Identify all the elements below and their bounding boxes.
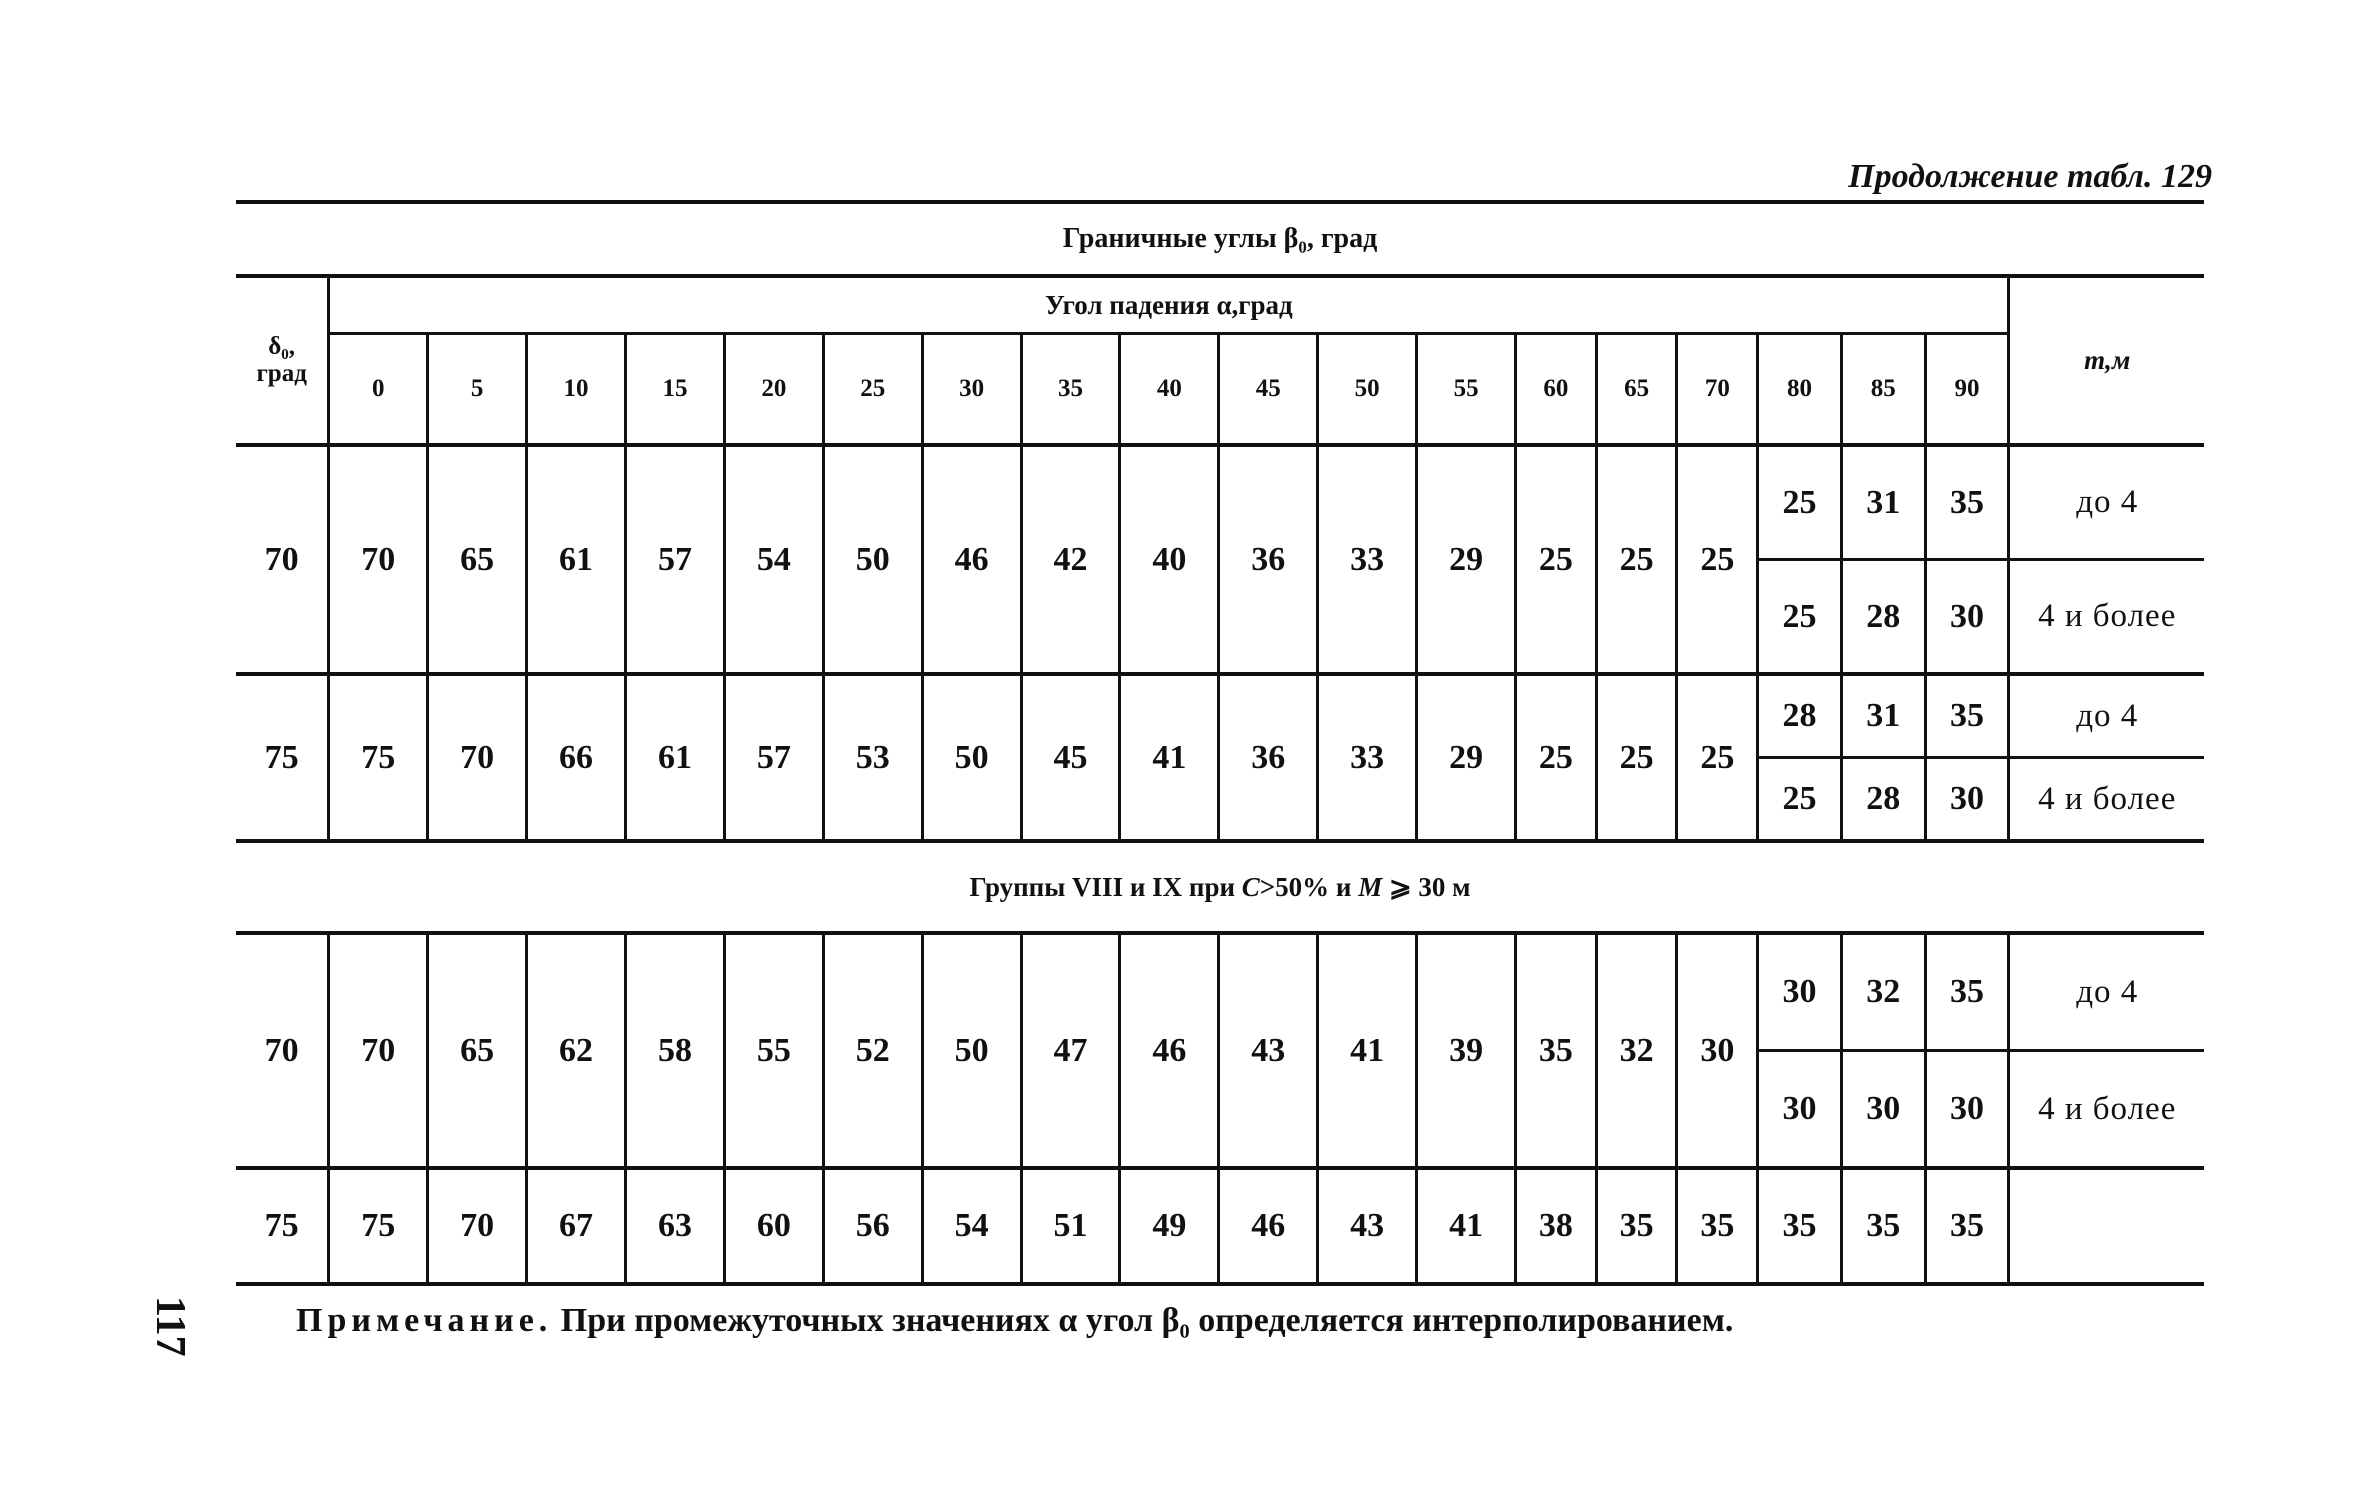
value-cell: 49 <box>1120 1168 1219 1284</box>
value-cell: 43 <box>1219 933 1318 1168</box>
page-number: 117 <box>147 1296 193 1357</box>
m-condition-cell: 4 и более <box>2009 1051 2204 1169</box>
value-cell: 31 <box>1841 445 1925 560</box>
value-cell: 35 <box>1925 445 2009 560</box>
value-cell: 56 <box>823 1168 922 1284</box>
value-cell: 65 <box>428 445 527 674</box>
value-cell: 51 <box>1021 1168 1120 1284</box>
value-cell: 25 <box>1516 674 1597 841</box>
value-cell: 54 <box>724 445 823 674</box>
value-cell: 63 <box>626 1168 725 1284</box>
value-cell: 35 <box>1516 933 1597 1168</box>
m-condition-cell: 4 и более <box>2009 560 2204 675</box>
value-cell: 46 <box>1120 933 1219 1168</box>
value-cell: 61 <box>626 674 725 841</box>
value-cell: 54 <box>922 1168 1021 1284</box>
note-label: Примечание. <box>296 1302 553 1339</box>
title-row <box>236 202 2204 276</box>
m-condition-cell: до 4 <box>2009 674 2204 758</box>
value-cell: 35 <box>1925 674 2009 758</box>
m-condition-cell: до 4 <box>2009 445 2204 560</box>
value-cell: 58 <box>626 933 725 1168</box>
value-cell: 75 <box>329 674 428 841</box>
angle-header: 80 <box>1758 334 1842 446</box>
value-cell: 65 <box>428 933 527 1168</box>
value-cell: 35 <box>1758 1168 1842 1284</box>
angle-header: 50 <box>1318 334 1417 446</box>
value-cell: 29 <box>1417 445 1516 674</box>
value-cell: 52 <box>823 933 922 1168</box>
m-header: m,м <box>2009 276 2204 445</box>
group-heading-suffix: ⩾ 30 м <box>1382 871 1471 902</box>
table-row-s1-75 <box>236 674 2204 758</box>
group-heading-mid: >50% и <box>1259 871 1359 902</box>
value-cell: 67 <box>527 1168 626 1284</box>
group-heading <box>236 841 2204 933</box>
angle-header: 65 <box>1596 334 1677 446</box>
value-cell: 57 <box>626 445 725 674</box>
value-cell: 25 <box>1677 445 1758 674</box>
value-cell: 70 <box>428 1168 527 1284</box>
value-cell: 35 <box>1925 933 2009 1051</box>
value-cell: 35 <box>1841 1168 1925 1284</box>
value-cell: 25 <box>1516 445 1597 674</box>
value-cell: 32 <box>1596 933 1677 1168</box>
group-heading-prefix: Группы VIII и IX при <box>969 871 1242 902</box>
value-cell: 30 <box>1925 1051 2009 1169</box>
value-cell: 45 <box>1021 674 1120 841</box>
value-cell: 36 <box>1219 674 1318 841</box>
value-cell: 46 <box>922 445 1021 674</box>
value-cell: 70 <box>329 933 428 1168</box>
table-container <box>236 200 2204 1286</box>
delta-cell: 75 <box>236 1168 329 1284</box>
value-cell: 25 <box>1677 674 1758 841</box>
angle-header: 55 <box>1417 334 1516 446</box>
table-caption: Продолжение табл. 129 <box>1848 158 2212 195</box>
value-cell: 25 <box>1596 674 1677 841</box>
value-cell: 50 <box>922 933 1021 1168</box>
value-cell: 25 <box>1758 445 1842 560</box>
angle-header: 70 <box>1677 334 1758 446</box>
value-cell: 30 <box>1758 1051 1842 1169</box>
value-cell: 47 <box>1021 933 1120 1168</box>
value-cell: 70 <box>428 674 527 841</box>
angle-header: 0 <box>329 334 428 446</box>
delta-header <box>236 276 329 445</box>
value-cell: 41 <box>1120 674 1219 841</box>
header-row-1 <box>236 276 2204 334</box>
value-cell: 25 <box>1596 445 1677 674</box>
group-heading-c: C <box>1241 871 1260 902</box>
value-cell: 38 <box>1516 1168 1597 1284</box>
m-condition-cell <box>2009 1168 2204 1284</box>
value-cell: 25 <box>1758 758 1842 842</box>
boundary-angles-table <box>236 200 2204 1286</box>
value-cell: 42 <box>1021 445 1120 674</box>
m-condition-cell: 4 и более <box>2009 758 2204 842</box>
value-cell: 40 <box>1120 445 1219 674</box>
header-row-angles <box>236 334 2204 446</box>
value-cell: 75 <box>329 1168 428 1284</box>
value-cell: 41 <box>1417 1168 1516 1284</box>
value-cell: 46 <box>1219 1168 1318 1284</box>
value-cell: 55 <box>724 933 823 1168</box>
value-cell: 70 <box>329 445 428 674</box>
value-cell: 32 <box>1841 933 1925 1051</box>
value-cell: 29 <box>1417 674 1516 841</box>
value-cell: 35 <box>1925 1168 2009 1284</box>
value-cell: 50 <box>922 674 1021 841</box>
value-cell: 41 <box>1318 933 1417 1168</box>
value-cell: 61 <box>527 445 626 674</box>
table-row-s1-70 <box>236 445 2204 560</box>
value-cell: 30 <box>1925 758 2009 842</box>
angle-header: 20 <box>724 334 823 446</box>
value-cell: 39 <box>1417 933 1516 1168</box>
value-cell: 36 <box>1219 445 1318 674</box>
angle-header: 60 <box>1516 334 1597 446</box>
value-cell: 33 <box>1318 674 1417 841</box>
value-cell: 62 <box>527 933 626 1168</box>
table-note <box>296 1302 1733 1340</box>
value-cell: 28 <box>1758 674 1842 758</box>
value-cell: 30 <box>1841 1051 1925 1169</box>
value-cell: 66 <box>527 674 626 841</box>
angle-header: 40 <box>1120 334 1219 446</box>
alpha-group-header: Угол падения α,град <box>329 276 2009 334</box>
value-cell: 50 <box>823 445 922 674</box>
value-cell: 35 <box>1596 1168 1677 1284</box>
group-heading-row <box>236 841 2204 933</box>
value-cell: 30 <box>1677 933 1758 1168</box>
table-row-s2-75 <box>236 1168 2204 1284</box>
value-cell: 60 <box>724 1168 823 1284</box>
value-cell: 53 <box>823 674 922 841</box>
angle-header: 15 <box>626 334 725 446</box>
angle-header: 10 <box>527 334 626 446</box>
m-condition-cell: до 4 <box>2009 933 2204 1051</box>
angle-header: 90 <box>1925 334 2009 446</box>
value-cell: 43 <box>1318 1168 1417 1284</box>
note-text: При промежуточных значениях α угол β₀ определяется интерполированием. <box>552 1302 1734 1339</box>
value-cell: 35 <box>1677 1168 1758 1284</box>
table-row-s2-70 <box>236 933 2204 1051</box>
table-title: Граничные углы β₀, град <box>236 202 2204 276</box>
value-cell: 30 <box>1758 933 1842 1051</box>
delta-cell: 70 <box>236 933 329 1168</box>
value-cell: 31 <box>1841 674 1925 758</box>
delta-header-symbol: δ₀, <box>268 333 296 361</box>
delta-cell: 70 <box>236 445 329 674</box>
delta-header-unit: град <box>256 359 307 387</box>
table-bottom-rule <box>236 1284 2204 1286</box>
group-heading-m: M <box>1358 871 1383 902</box>
value-cell: 30 <box>1925 560 2009 675</box>
delta-cell: 75 <box>236 674 329 841</box>
value-cell: 25 <box>1758 560 1842 675</box>
value-cell: 28 <box>1841 758 1925 842</box>
angle-header: 85 <box>1841 334 1925 446</box>
angle-header: 30 <box>922 334 1021 446</box>
angle-header: 35 <box>1021 334 1120 446</box>
table-bottom-rule-cell <box>236 1284 2204 1286</box>
angle-header: 25 <box>823 334 922 446</box>
value-cell: 28 <box>1841 560 1925 675</box>
angle-header: 5 <box>428 334 527 446</box>
value-cell: 57 <box>724 674 823 841</box>
value-cell: 33 <box>1318 445 1417 674</box>
angle-header: 45 <box>1219 334 1318 446</box>
